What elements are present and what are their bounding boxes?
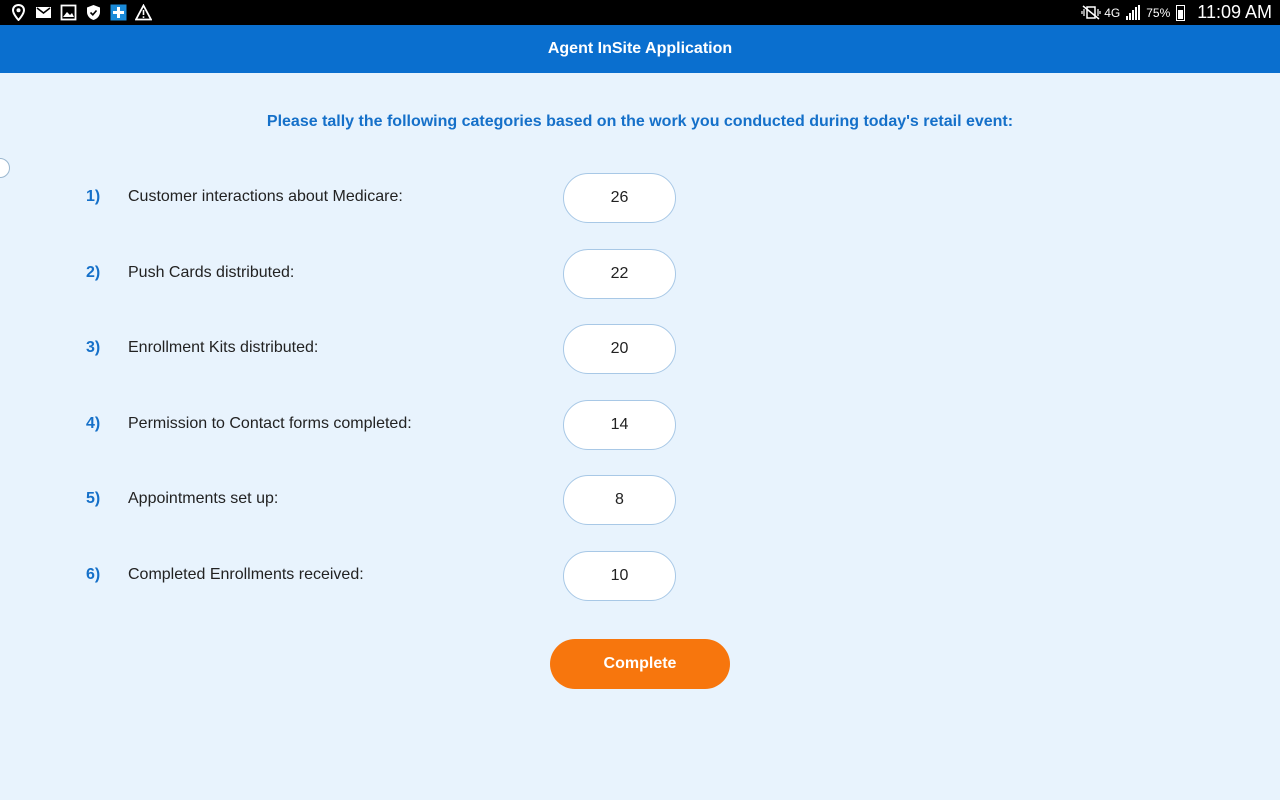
- row-label: Appointments set up:: [128, 490, 279, 507]
- gallery-icon: [60, 4, 77, 21]
- system-status: [1081, 2, 1272, 23]
- tally-row-completed-enrollments: [0, 551, 1280, 601]
- instructions-text: Please tally the following categories based on the work you conducted during today's retail event:: [266, 113, 1014, 130]
- clock: 11:09 AM: [1197, 2, 1272, 22]
- row-label: Push Cards distributed:: [128, 264, 295, 281]
- row-number: 5): [86, 490, 101, 507]
- enrollment-kits-input[interactable]: [563, 324, 676, 374]
- row-number: 2): [86, 264, 101, 281]
- row-label: Customer interactions about Medicare:: [128, 188, 403, 205]
- customer-interactions-input[interactable]: [563, 173, 676, 223]
- signal-icon: [1126, 5, 1140, 20]
- completed-enrollments-input[interactable]: [563, 551, 676, 601]
- tally-row-customer-interactions: [0, 173, 1280, 223]
- tally-row-appointments: [0, 475, 1280, 525]
- notification-icons: [10, 3, 152, 22]
- tally-row-push-cards: [0, 249, 1280, 299]
- app-header: [0, 25, 1280, 73]
- permission-forms-input[interactable]: [563, 400, 676, 450]
- tally-row-enrollment-kits: [0, 324, 1280, 374]
- push-cards-input[interactable]: [563, 249, 676, 299]
- vibrate-mute-icon: [1081, 4, 1098, 21]
- app-icon: [110, 4, 127, 21]
- row-number: 3): [86, 339, 101, 356]
- row-label: Completed Enrollments received:: [128, 566, 364, 583]
- shield-icon: [85, 4, 102, 21]
- status-bar: [0, 0, 1280, 25]
- row-label: Enrollment Kits distributed:: [128, 339, 319, 356]
- network-type: 4G: [1104, 5, 1121, 20]
- tally-row-permission-forms: [0, 400, 1280, 450]
- row-number: 1): [86, 188, 101, 205]
- page-title: Agent InSite Application: [547, 40, 733, 57]
- row-number: 4): [86, 415, 101, 432]
- gmail-icon: [35, 4, 52, 21]
- battery-percent: 75%: [1146, 5, 1171, 20]
- warning-icon: [135, 4, 152, 21]
- location-icon: [10, 4, 27, 21]
- row-number: 6): [86, 566, 101, 583]
- battery-icon: [1176, 5, 1185, 21]
- appointments-input[interactable]: [563, 475, 676, 525]
- complete-button[interactable]: Complete: [550, 639, 730, 689]
- row-label: Permission to Contact forms completed:: [128, 415, 412, 432]
